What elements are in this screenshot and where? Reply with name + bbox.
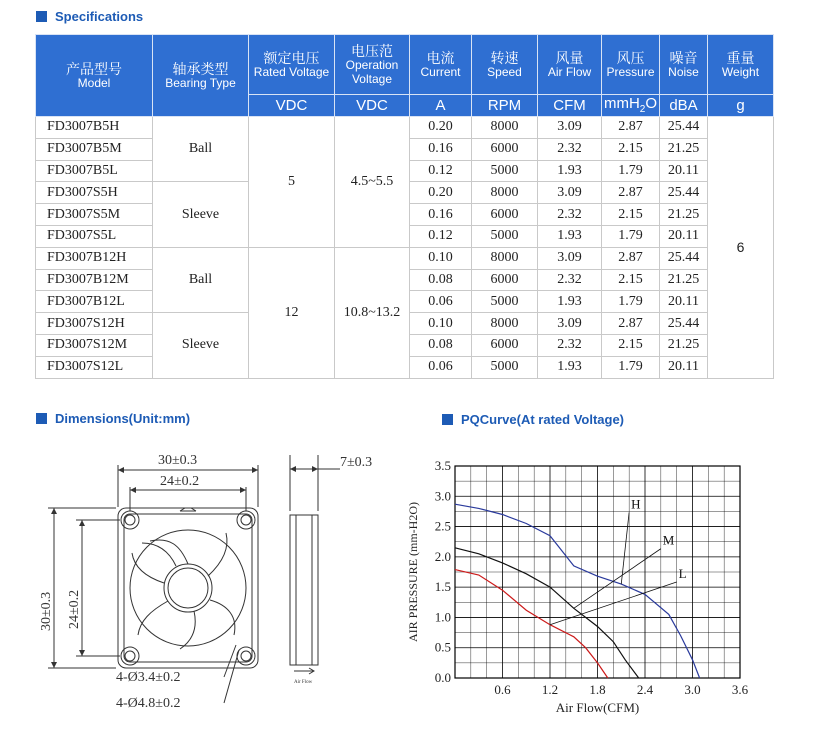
table-cell: 1.79: [602, 291, 660, 313]
dim-height-outer: 30±0.3: [39, 591, 54, 631]
pq-curve-heading: PQCurve(At rated Voltage): [442, 412, 624, 427]
table-cell: 6000: [472, 269, 538, 291]
column-header: [153, 35, 249, 117]
leader-line: [574, 549, 661, 609]
y-tick-label: 2.0: [434, 548, 451, 564]
table-cell: FD3007B12L: [36, 291, 153, 313]
x-tick-label: 3.6: [731, 682, 749, 697]
specifications-table: [35, 34, 774, 379]
header-zh: 额定电压: [263, 49, 320, 66]
table-cell: 25.44: [660, 117, 708, 139]
dim-hole-large: 4-Ø4.8±0.2: [116, 696, 181, 711]
table-cell: 0.12: [410, 160, 472, 182]
table-cell: 2.15: [602, 269, 660, 291]
table-cell: 20.11: [660, 225, 708, 247]
x-tick-label: 1.2: [541, 682, 559, 697]
header-zh: 重量: [726, 49, 755, 66]
dimensions-heading: Dimensions(Unit:mm): [36, 411, 190, 426]
y-axis-label: AIR PRESSURE (mm-H2O): [406, 501, 420, 643]
table-cell: 2.15: [602, 334, 660, 356]
fan-blades: [132, 533, 235, 649]
dim-hole-small: 4-Ø3.4±0.2: [116, 670, 181, 685]
header-en: Model: [77, 75, 111, 90]
table-cell: 25.44: [660, 247, 708, 269]
table-cell: 0.20: [410, 117, 472, 139]
table-cell: Ball: [153, 247, 249, 312]
table-cell: 21.25: [660, 269, 708, 291]
table-cell: FD3007S5H: [36, 182, 153, 204]
table-cell: 5000: [472, 225, 538, 247]
table-cell: 2.87: [602, 117, 660, 139]
table-cell: 5000: [472, 291, 538, 313]
header-zh: 噪音: [669, 49, 698, 66]
table-cell: FD3007S5L: [36, 225, 153, 247]
fan-bore: [130, 530, 246, 646]
table-cell: FD3007B5H: [36, 117, 153, 139]
column-header: [472, 35, 538, 95]
y-tick-label: 0.5: [434, 639, 451, 655]
table-cell: 6000: [472, 138, 538, 160]
column-header: [538, 35, 602, 95]
unit-header: dBA: [660, 95, 708, 117]
series-line-M: [455, 548, 639, 678]
table-cell: 5000: [472, 356, 538, 378]
table-cell: 6000: [472, 334, 538, 356]
unit-header: VDC: [335, 95, 410, 117]
table-cell: 1.93: [538, 160, 602, 182]
unit-header: CFM: [538, 95, 602, 117]
table-cell: 0.08: [410, 269, 472, 291]
column-header: [335, 35, 410, 95]
table-cell: FD3007B5M: [36, 138, 153, 160]
dim-thickness: 7±0.3: [340, 455, 373, 470]
unit-header: A: [410, 95, 472, 117]
x-axis-label: Air Flow(CFM): [555, 700, 640, 715]
table-cell: FD3007B12M: [36, 269, 153, 291]
table-cell: 0.20: [410, 182, 472, 204]
table-cell: 8000: [472, 313, 538, 335]
pq-curve-chart: [400, 448, 780, 723]
table-cell: 0.08: [410, 334, 472, 356]
table-cell: FD3007S12H: [36, 313, 153, 335]
table-cell: 21.25: [660, 204, 708, 226]
table-cell: FD3007S12M: [36, 334, 153, 356]
table-cell: 25.44: [660, 182, 708, 204]
header-zh: 轴承类型: [172, 60, 229, 77]
unit-header: g: [708, 95, 774, 117]
series-line-L: [455, 570, 608, 678]
unit-header: RPM: [472, 95, 538, 117]
table-cell: FD3007S5M: [36, 204, 153, 226]
table-cell: 2.87: [602, 247, 660, 269]
table-cell: 1.79: [602, 225, 660, 247]
table-cell: 20.11: [660, 356, 708, 378]
y-tick-label: 1.5: [434, 579, 451, 595]
column-header: [410, 35, 472, 95]
series-label-H: H: [631, 496, 641, 512]
header-en: Speed: [487, 64, 522, 79]
header-en: Pressure: [606, 64, 655, 79]
series-label-M: M: [662, 532, 675, 548]
table-cell: 6000: [472, 204, 538, 226]
column-header: [660, 35, 708, 95]
table-cell: Ball: [153, 117, 249, 182]
dim-width-hole: 24±0.2: [160, 474, 200, 489]
column-header: [602, 35, 660, 95]
table-cell: FD3007S12L: [36, 356, 153, 378]
header-zh: 电流: [426, 49, 455, 66]
x-tick-label: 1.8: [589, 682, 606, 697]
y-tick-label: 1.0: [434, 609, 451, 625]
header-en: Current: [420, 64, 461, 79]
table-cell: 2.32: [538, 269, 602, 291]
table-row: [36, 247, 774, 269]
dim-width-outer: 30±0.3: [158, 453, 198, 468]
fan-side-view: [290, 515, 318, 665]
table-cell: 0.06: [410, 291, 472, 313]
unit-header: mmH$_2$O: [602, 95, 660, 117]
table-cell: 2.87: [602, 313, 660, 335]
header-en: Air Flow: [547, 64, 592, 79]
table-cell: 2.15: [602, 204, 660, 226]
table-cell: 3.09: [538, 247, 602, 269]
table-cell: 8000: [472, 247, 538, 269]
table-cell: 3.09: [538, 182, 602, 204]
x-tick-label: 0.6: [494, 682, 511, 697]
table-cell: 0.10: [410, 247, 472, 269]
table-cell: 12: [249, 247, 335, 378]
x-tick-label: 3.0: [684, 682, 701, 697]
unit-header: VDC: [249, 95, 335, 117]
table-cell: 2.32: [538, 334, 602, 356]
specifications-heading: Specifications: [36, 9, 143, 24]
table-cell: 10.8~13.2: [335, 247, 410, 378]
table-cell: 6: [708, 117, 774, 379]
table-cell: 4.5~5.5: [335, 117, 410, 248]
header-zh: 转速: [490, 49, 519, 66]
table-cell: 20.11: [660, 291, 708, 313]
table-cell: 8000: [472, 182, 538, 204]
header-en: Operation Voltage: [345, 57, 399, 86]
x-tick-label: 2.4: [636, 682, 654, 697]
fan-hub: [164, 564, 212, 612]
table-cell: 25.44: [660, 313, 708, 335]
y-tick-label: 3.0: [434, 488, 451, 504]
table-cell: 20.11: [660, 160, 708, 182]
table-cell: 2.32: [538, 204, 602, 226]
square-bullet-icon: [36, 11, 47, 22]
table-cell: FD3007B5L: [36, 160, 153, 182]
table-cell: 21.25: [660, 138, 708, 160]
header-en: Rated Voltage: [253, 64, 330, 79]
y-tick-label: 3.5: [434, 458, 451, 473]
y-tick-label: 0.0: [434, 670, 451, 685]
table-cell: 2.32: [538, 138, 602, 160]
table-cell: 1.93: [538, 356, 602, 378]
table-cell: 0.06: [410, 356, 472, 378]
header-en: Bearing Type: [165, 75, 236, 90]
table-cell: FD3007B12H: [36, 247, 153, 269]
table-cell: 3.09: [538, 313, 602, 335]
y-tick-label: 2.5: [434, 518, 451, 534]
table-cell: 2.87: [602, 182, 660, 204]
dim-height-hole: 24±0.2: [67, 589, 82, 629]
table-cell: 1.93: [538, 225, 602, 247]
table-cell: 21.25: [660, 334, 708, 356]
airflow-note: Air Flow: [294, 680, 313, 685]
square-bullet-icon: [442, 414, 453, 425]
table-cell: Sleeve: [153, 182, 249, 247]
table-cell: 0.16: [410, 204, 472, 226]
column-header: [708, 35, 774, 95]
header-zh: 风量: [555, 49, 584, 66]
table-cell: 5000: [472, 160, 538, 182]
column-header: [36, 35, 153, 117]
table-cell: 3.09: [538, 117, 602, 139]
header-zh: 产品型号: [66, 60, 122, 77]
header-en: Weight: [721, 64, 760, 79]
column-header: [249, 35, 335, 95]
table-cell: 2.15: [602, 138, 660, 160]
table-cell: 1.79: [602, 160, 660, 182]
header-zh: 电压范: [351, 42, 393, 59]
table-cell: 1.93: [538, 291, 602, 313]
table-cell: 1.79: [602, 356, 660, 378]
header-en: Noise: [668, 64, 699, 79]
dimension-drawing: [30, 445, 410, 730]
table-cell: 5: [249, 117, 335, 248]
table-cell: 0.12: [410, 225, 472, 247]
square-bullet-icon: [36, 413, 47, 424]
header-zh: 风压: [616, 49, 645, 66]
table-cell: 8000: [472, 117, 538, 139]
table-cell: 0.16: [410, 138, 472, 160]
table-row: [36, 117, 774, 139]
series-line-H: [455, 504, 700, 678]
series-label-L: L: [678, 566, 687, 582]
table-cell: 0.10: [410, 313, 472, 335]
table-cell: Sleeve: [153, 313, 249, 378]
fan-frame-outline: [118, 508, 258, 668]
